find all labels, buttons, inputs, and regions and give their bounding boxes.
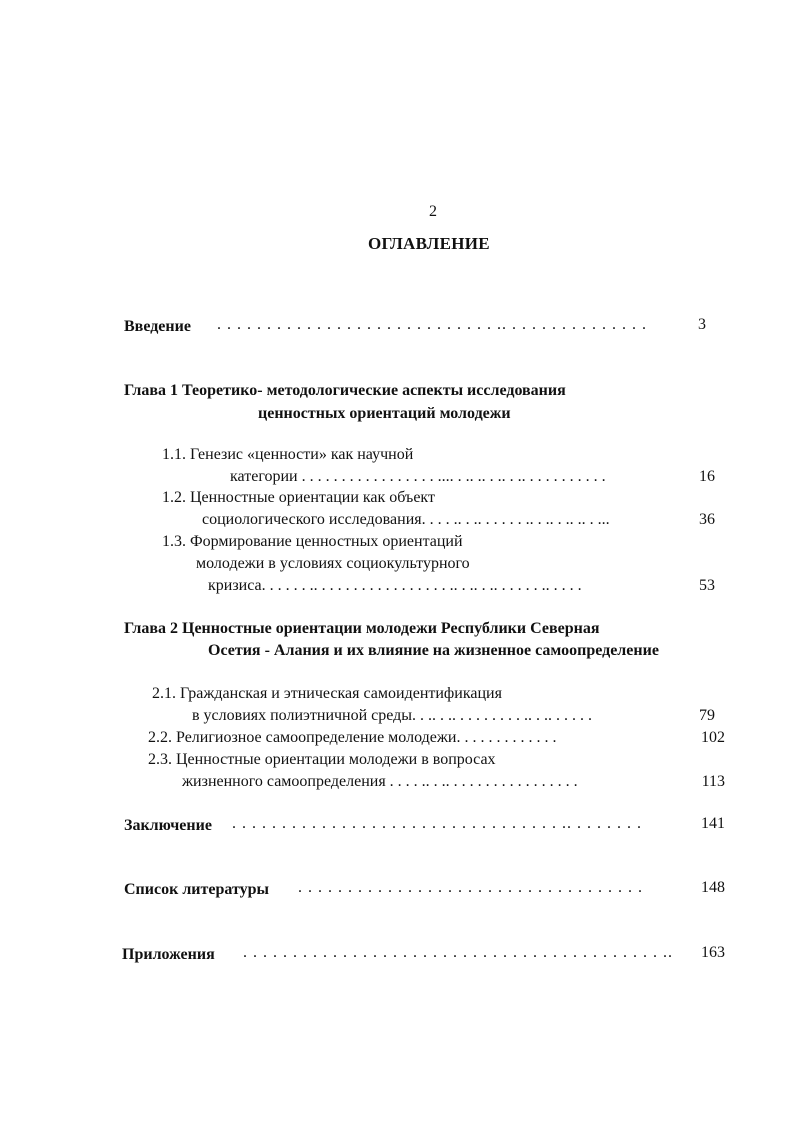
toc-literature-label: Список литературы bbox=[124, 881, 269, 898]
toc-appendix-dots: . . . . . . . . . . . . . . . . . . . . . . . . . . . . . . . . . . . . . . . . . . .. bbox=[243, 944, 673, 961]
chapter1-section3-line2: молодежи в условиях социокультурного bbox=[196, 555, 470, 572]
chapter1-section3-line1: 1.3. Формирование ценностных ориентаций bbox=[162, 533, 463, 550]
chapter2-section3-line1: 2.3. Ценностные ориентации молодежи в вопросах bbox=[148, 751, 496, 768]
toc-conclusion-page: 141 bbox=[701, 815, 725, 832]
toc-appendix-page: 163 bbox=[701, 944, 725, 961]
chapter2-section3-line2: жизненного самоопределения . . . . .. . .. . . . . . . . . . . . . . . . . bbox=[182, 773, 578, 790]
chapter1-section1-page: 16 bbox=[699, 468, 715, 485]
chapter2-section1-line1: 2.1. Гражданская и этническая самоидентификация bbox=[152, 685, 502, 702]
chapter1-section2-page: 36 bbox=[699, 511, 715, 528]
chapter1-section2-line1: 1.2. Ценностные ориентации как объект bbox=[162, 489, 435, 506]
chapter1-section1-line1: 1.1. Генезис «ценности» как научной bbox=[162, 446, 414, 463]
chapter2-section1-page: 79 bbox=[699, 707, 715, 724]
chapter1-section3-page: 53 bbox=[699, 577, 715, 594]
toc-conclusion-dots: . . . . . . . . . . . . . . . . . . . . . . . . . . . . . . . . . .. . . . . . . . bbox=[232, 815, 642, 832]
toc-intro-page: 3 bbox=[698, 316, 706, 333]
toc-conclusion-label: Заключение bbox=[124, 817, 212, 834]
toc-appendix-label: Приложения bbox=[122, 946, 215, 963]
chapter2-section2-line1: 2.2. Религиозное самоопределение молодежи. . . . . . . . . . . . . bbox=[148, 729, 557, 746]
chapter1-section1-line2: категории . . . . . . . . . . . . . . . . . .... . .. .. . .. . .. . . . . . . . . . . bbox=[230, 468, 606, 485]
chapter2-heading-line2: Осетия - Алания и их влияние на жизненное самоопределение bbox=[208, 642, 659, 659]
chapter1-section2-line2: социологического исследования. . . . .. . .. . . . . . .. . .. . .. .. . ... bbox=[202, 511, 610, 528]
chapter2-heading-line1: Глава 2 Ценностные ориентации молодежи Республики Северная bbox=[124, 620, 600, 637]
page-title: ОГЛАВЛЕНИЕ bbox=[368, 234, 490, 253]
chapter1-section3-line3: кризиса. . . . . . .. . . . . . . . . . . . . . . . . .. . .. . .. . . . . . .. . . . . bbox=[208, 577, 582, 594]
chapter2-section1-line2: в условиях полиэтничной среды. . .. . .. . . . . . . . . .. . .. . . . . . bbox=[192, 707, 593, 724]
toc-intro-label: Введение bbox=[124, 318, 191, 335]
chapter1-heading-line2: ценностных ориентаций молодежи bbox=[258, 405, 511, 422]
toc-literature-dots: . . . . . . . . . . . . . . . . . . . . . . . . . . . . . . . . . . . bbox=[298, 879, 643, 896]
chapter1-heading-line1: Глава 1 Теоретико- методологические аспекты исследования bbox=[124, 382, 566, 399]
toc-literature-page: 148 bbox=[701, 879, 725, 896]
page-number: 2 bbox=[429, 203, 437, 220]
chapter2-section3-page: 113 bbox=[701, 773, 725, 790]
chapter2-section2-page: 102 bbox=[701, 729, 725, 746]
toc-intro-dots: . . . . . . . . . . . . . . . . . . . . . . . . . . . . .. . . . . . . . . . . . . . . bbox=[217, 316, 647, 333]
